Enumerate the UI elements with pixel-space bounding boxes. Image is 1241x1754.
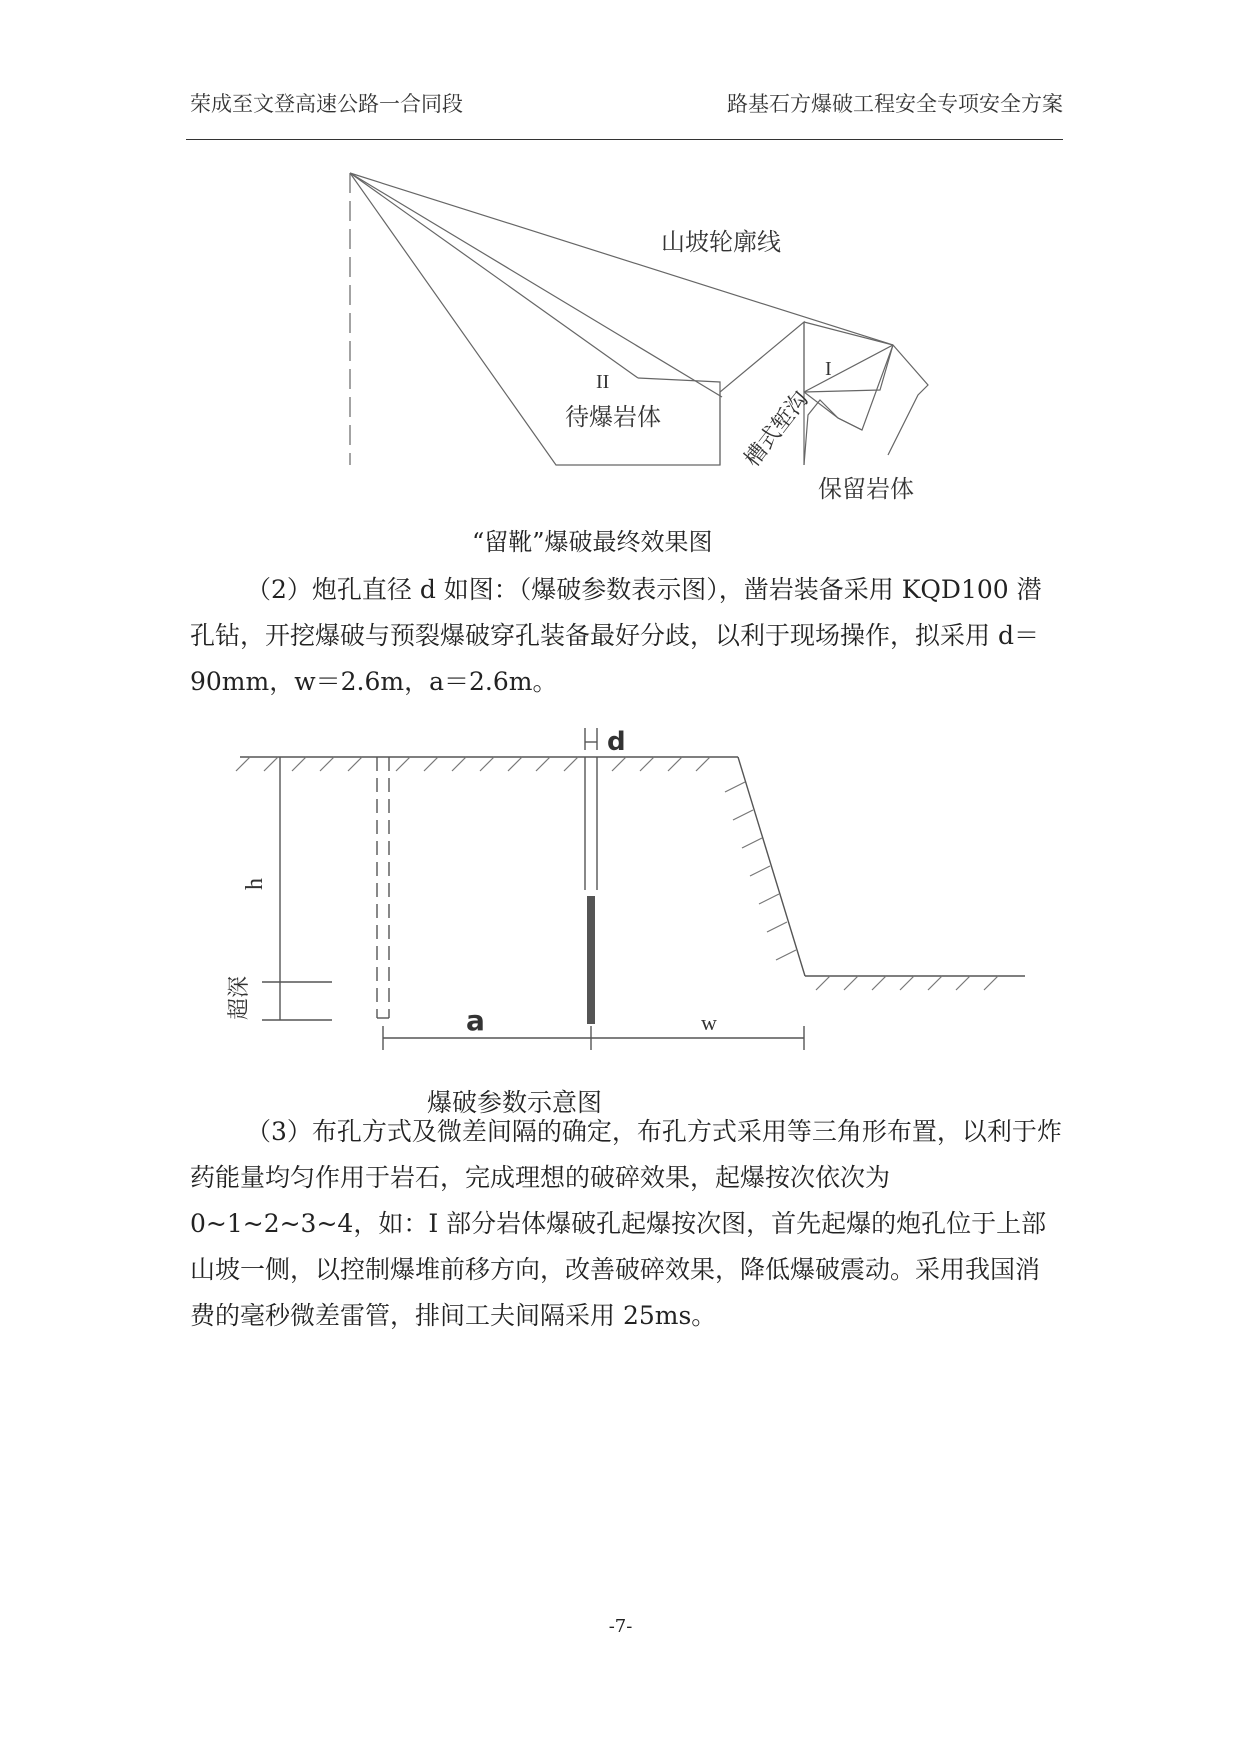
figure2-caption: 爆破参数示意图 — [427, 1088, 603, 1117]
paragraph-hole-layout: （3）布孔方式及微差间隔的确定，布孔方式采用等三角形布置，以利于炸药能量均匀作用于岩石，完成理想的破碎效果，起爆按次依次为 0~1~2~3~4，如：I 部分岩体爆破孔起爆按次图，首先起爆的炮孔位于上部山坡一侧，以控制爆堆前移方向，改善破碎效果，降低爆破震动。采用我国消费的毫秒微差雷管，排间工夫间隔采用 25ms。 — [190, 1117, 1062, 1330]
slope-face — [738, 757, 805, 976]
figure1-caption: “留靴”爆破最终效果图 — [472, 528, 713, 556]
label-w: w — [701, 1010, 717, 1035]
inner-block — [804, 345, 893, 392]
label-rock-to-blast: 待爆岩体 — [565, 403, 661, 431]
page-number: -7- — [608, 1616, 633, 1637]
label-i: I — [825, 358, 832, 380]
blast-fan-line — [350, 173, 722, 397]
figure-liuxue-diagram — [0, 0, 1241, 540]
rock-outline — [350, 173, 720, 465]
step-outline — [804, 322, 862, 430]
label-slope-contour: 山坡轮廓线 — [661, 228, 781, 256]
label-a: a — [466, 1004, 485, 1037]
label-trench: 槽式堑沟 — [740, 386, 814, 472]
upper-block — [804, 322, 928, 455]
header-left: 荣成至文登高速公路一合同段 — [190, 92, 463, 116]
header-right: 路基石方爆破工程安全专项安全方案 — [727, 92, 1063, 116]
slope-contour-line — [350, 173, 893, 345]
figure-blast-parameters — [0, 720, 1241, 1120]
blast-fan-line — [350, 173, 638, 378]
ground-hatching — [236, 757, 998, 990]
explosive-charge — [587, 896, 595, 1024]
label-reserved-rock: 保留岩体 — [818, 475, 914, 503]
label-h: h — [242, 878, 268, 890]
label-d: d — [607, 727, 626, 757]
reserved-rock-outline — [804, 345, 893, 465]
label-ii: II — [596, 371, 610, 393]
paragraph-hole-diameter: （2）炮孔直径 d 如图：（爆破参数表示图），凿岩装备采用 KQD100 潜孔钻，开挖爆破与预裂爆破穿孔装备最好分歧，以利于现场操作，拟采用 d＝90mm，w＝2.6m，a＝2.6m。 — [190, 575, 1042, 696]
label-subdrill: 超深 — [227, 975, 252, 1020]
